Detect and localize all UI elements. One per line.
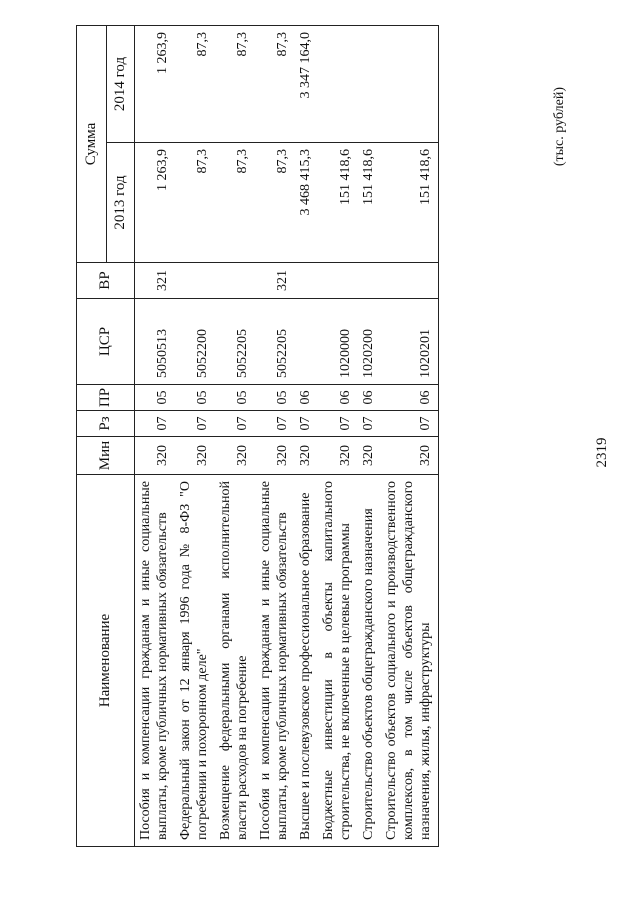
table-row (135, 25, 176, 846)
row-min: 320 (295, 437, 318, 475)
header-rz: Рз (77, 411, 135, 437)
row-sum-2013: 1 263,9 (135, 143, 176, 263)
row-name: Возмещение федеральными органами исполнительной власти расходов на погребение (215, 475, 255, 847)
row-sum-2014: 1 263,9 (135, 25, 176, 142)
row-vr (358, 263, 381, 299)
row-pr: 06 (318, 385, 358, 411)
row-vr: 321 (255, 263, 295, 299)
table-row (175, 25, 215, 846)
header-2014: 2014 год (107, 25, 135, 142)
row-csr: 5052200 (175, 299, 215, 385)
row-vr (215, 263, 255, 299)
row-csr: 1020201 (381, 299, 439, 385)
row-name: Федеральный закон от 12 января 1996 года № 8-ФЗ "О погребении и похоронном деле" (175, 475, 215, 847)
row-csr: 5052205 (215, 299, 255, 385)
row-rz: 07 (135, 411, 176, 437)
row-pr: 05 (175, 385, 215, 411)
header-min: Мин (77, 437, 135, 475)
table-row (215, 25, 255, 846)
row-rz: 07 (318, 411, 358, 437)
row-min: 320 (135, 437, 176, 475)
row-sum-2014: 3 347 164,0 (295, 25, 318, 142)
row-vr: 321 (135, 263, 176, 299)
row-vr (318, 263, 358, 299)
row-rz: 07 (381, 411, 439, 437)
page-number: 2319 (594, 437, 610, 468)
table-row (381, 25, 439, 846)
row-pr: 06 (295, 385, 318, 411)
row-pr: 05 (135, 385, 176, 411)
budget-table (76, 25, 439, 847)
row-vr (381, 263, 439, 299)
row-sum-2013: 87,3 (175, 143, 215, 263)
row-sum-2014 (318, 25, 358, 142)
row-rz: 07 (295, 411, 318, 437)
row-sum-2014 (358, 25, 381, 142)
row-name: Высшее и послевузовское профессиональное образование (295, 475, 318, 847)
row-sum-2014: 87,3 (255, 25, 295, 142)
row-csr: 1020200 (358, 299, 381, 385)
row-vr (295, 263, 318, 299)
row-sum-2013: 151 418,6 (358, 143, 381, 263)
row-name: Строительство объектов социального и производственного комплексов, в том числе объектов общегражданского назначения, жилья, инфраструктуры (381, 475, 439, 847)
row-csr: 5052205 (255, 299, 295, 385)
table-row (255, 25, 295, 846)
row-sum-2013: 151 418,6 (381, 143, 439, 263)
table-header (77, 25, 135, 846)
row-name: Бюджетные инвестиции в объекты капитального строительства, не включенные в целевые программы (318, 475, 358, 847)
row-sum-2014: 87,3 (215, 25, 255, 142)
header-pr: ПР (77, 385, 135, 411)
row-vr (175, 263, 215, 299)
row-csr: 1020000 (318, 299, 358, 385)
header-2013: 2013 год (107, 143, 135, 263)
header-csr: ЦСР (77, 299, 135, 385)
row-name: Пособия и компенсации гражданам и иные социальные выплаты, кроме публичных нормативных обязательств (135, 475, 176, 847)
row-min: 320 (175, 437, 215, 475)
table-body (135, 25, 439, 846)
row-pr: 05 (215, 385, 255, 411)
row-csr: 5050513 (135, 299, 176, 385)
row-sum-2013: 87,3 (255, 143, 295, 263)
row-sum-2013: 87,3 (215, 143, 255, 263)
row-rz: 07 (175, 411, 215, 437)
table-row (318, 25, 358, 846)
row-rz: 07 (215, 411, 255, 437)
row-name: Пособия и компенсации гражданам и иные социальные выплаты, кроме публичных нормативных обязательств (255, 475, 295, 847)
table-row (358, 25, 381, 846)
row-csr (295, 299, 318, 385)
row-sum-2013: 151 418,6 (318, 143, 358, 263)
row-min: 320 (358, 437, 381, 475)
row-pr: 06 (381, 385, 439, 411)
row-pr: 06 (358, 385, 381, 411)
row-name: Строительство объектов общегражданского назначения (358, 475, 381, 847)
header-sum: Сумма (77, 25, 107, 262)
row-min: 320 (318, 437, 358, 475)
row-min: 320 (255, 437, 295, 475)
header-name: Наименование (77, 475, 135, 847)
row-min: 320 (381, 437, 439, 475)
row-rz: 07 (358, 411, 381, 437)
row-sum-2014: 87,3 (175, 25, 215, 142)
header-vr: ВР (77, 263, 135, 299)
row-sum-2014 (381, 25, 439, 142)
row-rz: 07 (255, 411, 295, 437)
row-min: 320 (215, 437, 255, 475)
row-pr: 05 (255, 385, 295, 411)
units-label: (тыс. рублей) (552, 87, 567, 167)
row-sum-2013: 3 468 415,3 (295, 143, 318, 263)
table-row (295, 25, 318, 846)
